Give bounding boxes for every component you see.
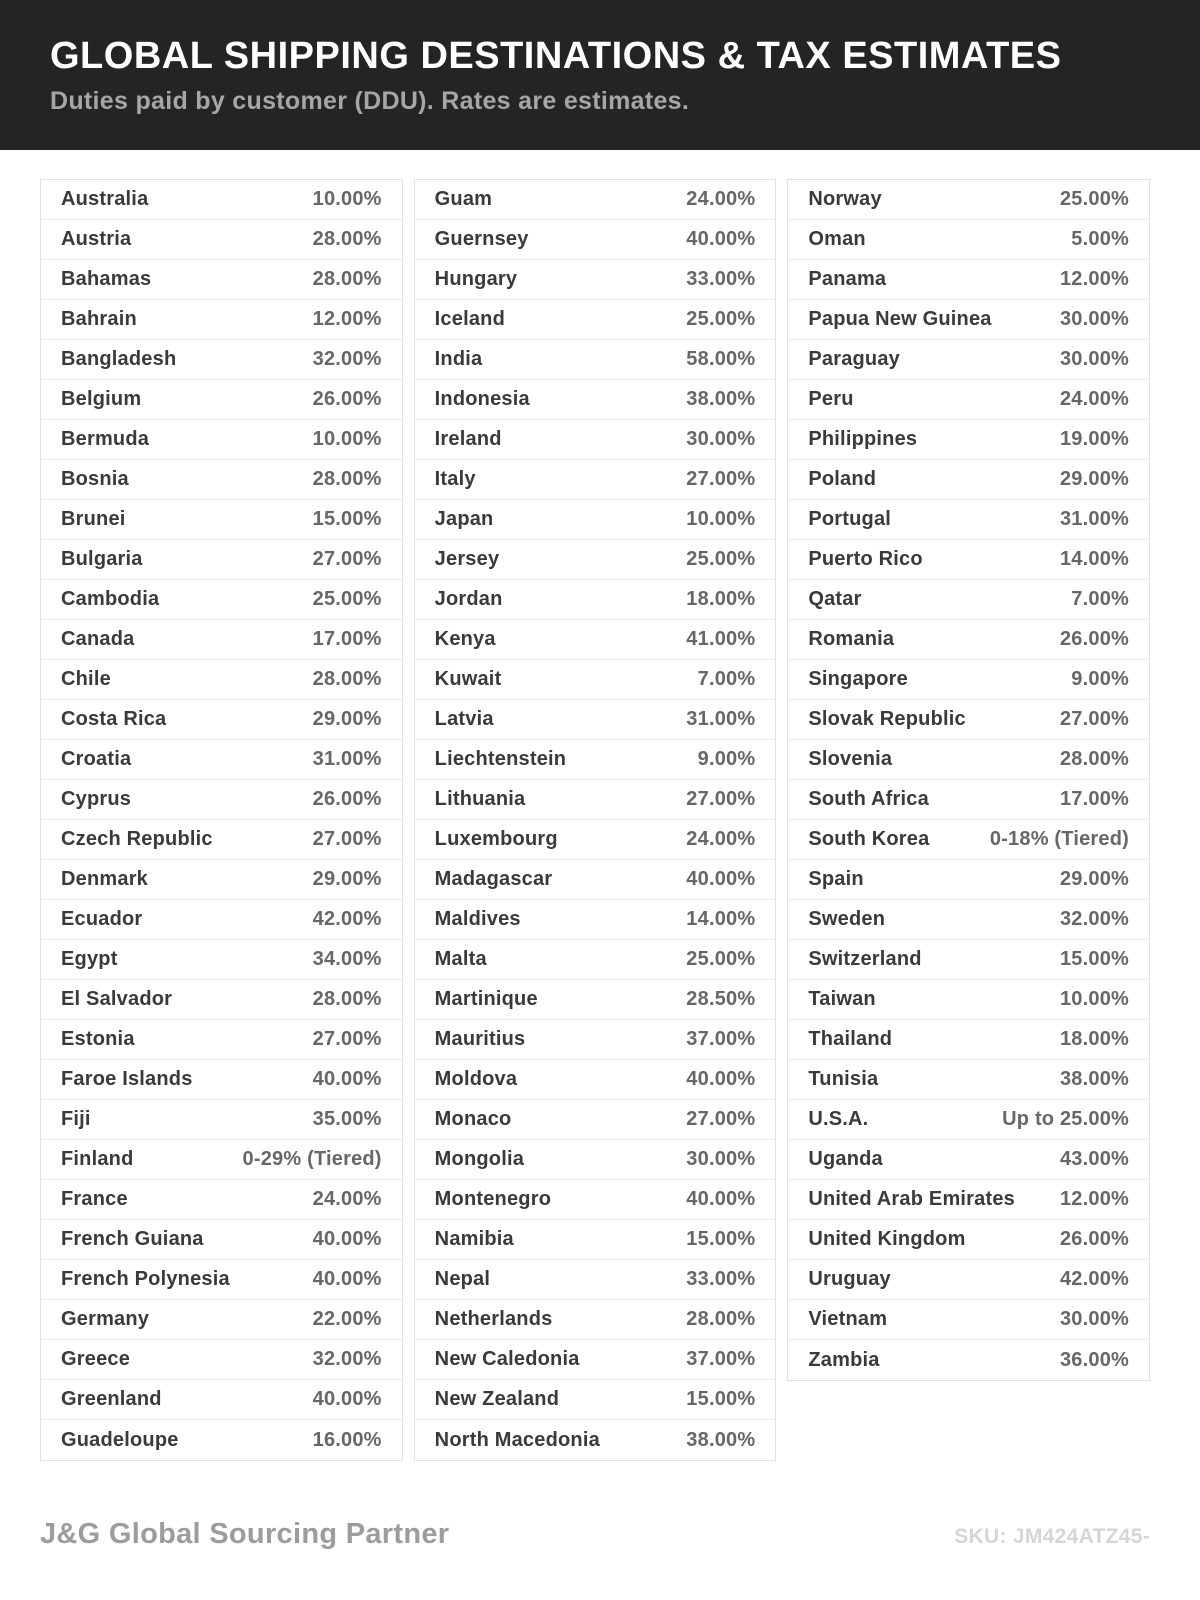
country-name: Brunei <box>61 508 126 530</box>
table-row <box>41 860 402 900</box>
table-row <box>415 700 776 740</box>
rates-column-2 <box>414 179 777 1461</box>
sku-label: SKU: JM424ATZ45- <box>954 1525 1150 1548</box>
tax-rate: 24.00% <box>686 828 756 850</box>
table-row <box>415 1140 776 1180</box>
table-row <box>415 1300 776 1340</box>
table-row <box>41 460 402 500</box>
tax-rate: 31.00% <box>312 748 382 770</box>
country-name: Estonia <box>61 1028 135 1050</box>
country-name: Netherlands <box>434 1308 553 1330</box>
table-row <box>415 580 776 620</box>
tax-rate: 15.00% <box>312 508 382 530</box>
tax-rate: 10.00% <box>312 188 382 210</box>
country-name: Bermuda <box>61 428 150 450</box>
tax-rate: 28.50% <box>686 988 756 1010</box>
tax-rate: 38.00% <box>686 388 756 410</box>
tax-rate: 7.00% <box>1071 588 1130 610</box>
tax-rate: 30.00% <box>1059 308 1130 330</box>
table-row <box>415 380 776 420</box>
country-name: Faroe Islands <box>61 1068 193 1090</box>
country-name: Denmark <box>61 868 148 890</box>
table-row <box>415 980 776 1020</box>
table-row <box>41 1060 402 1100</box>
country-name: South Africa <box>808 788 929 810</box>
tax-rate: 40.00% <box>686 228 756 250</box>
table-row <box>41 1180 402 1220</box>
country-name: Romania <box>808 628 895 650</box>
page-subtitle: Duties paid by customer (DDU). Rates are estimates. <box>50 86 690 115</box>
country-name: Philippines <box>808 428 918 450</box>
country-name: Fiji <box>61 1108 91 1130</box>
table-row <box>415 860 776 900</box>
table-row <box>788 580 1149 620</box>
tax-rate: 5.00% <box>1071 228 1130 250</box>
table-row <box>41 220 402 260</box>
tax-rate: 30.00% <box>1059 1308 1130 1330</box>
brand-name: J&G Global Sourcing Partner <box>40 1518 450 1550</box>
tax-rate: 33.00% <box>686 268 756 290</box>
tax-rate: 42.00% <box>1059 1268 1130 1290</box>
country-name: Egypt <box>61 948 118 970</box>
tax-rate: 36.00% <box>1059 1348 1130 1371</box>
table-row <box>788 700 1149 740</box>
country-name: Spain <box>808 868 864 890</box>
table-row <box>41 1420 402 1460</box>
country-name: Australia <box>61 188 149 210</box>
country-name: Liechtenstein <box>434 748 567 770</box>
country-name: Bosnia <box>61 468 129 490</box>
country-name: Nepal <box>434 1268 491 1290</box>
country-name: Moldova <box>434 1068 518 1090</box>
country-name: Hungary <box>434 268 518 290</box>
tax-rate: 18.00% <box>686 588 756 610</box>
tax-rate: 15.00% <box>1059 948 1130 970</box>
country-name: Bahamas <box>61 268 152 290</box>
tax-rate: 43.00% <box>1059 1148 1130 1170</box>
table-row <box>788 540 1149 580</box>
table-row <box>415 1220 776 1260</box>
tax-rate: 26.00% <box>1059 1228 1130 1250</box>
country-name: Cambodia <box>61 588 160 610</box>
tax-rate: 29.00% <box>312 868 382 890</box>
country-name: Namibia <box>434 1228 514 1250</box>
table-row <box>41 420 402 460</box>
tax-rate: 35.00% <box>312 1108 382 1130</box>
table-row <box>788 1180 1149 1220</box>
country-name: Kuwait <box>434 668 502 690</box>
tax-rate: 16.00% <box>312 1428 382 1451</box>
table-row <box>788 260 1149 300</box>
tax-rate: 25.00% <box>686 308 756 330</box>
tax-rate: 27.00% <box>686 788 756 810</box>
country-name: Bahrain <box>61 308 137 330</box>
country-name: Germany <box>61 1308 150 1330</box>
table-row <box>415 1380 776 1420</box>
country-name: Oman <box>808 228 866 250</box>
country-name: United Arab Emirates <box>808 1188 1015 1210</box>
tax-rate: 29.00% <box>1059 468 1130 490</box>
table-row <box>788 1340 1149 1380</box>
tax-rate: 9.00% <box>697 748 756 770</box>
country-name: Uruguay <box>808 1268 891 1290</box>
country-name: Austria <box>61 228 132 250</box>
country-name: Belgium <box>61 388 142 410</box>
country-name: Madagascar <box>434 868 553 890</box>
tax-rate: 10.00% <box>1059 988 1130 1010</box>
country-name: Norway <box>808 188 882 210</box>
country-name: Paraguay <box>808 348 900 370</box>
country-name: Iceland <box>434 308 505 330</box>
tax-rate: 12.00% <box>1059 1188 1130 1210</box>
country-name: Canada <box>61 628 135 650</box>
tax-rate: 17.00% <box>1059 788 1130 810</box>
country-name: Malta <box>434 948 487 970</box>
tax-rate: 32.00% <box>312 1348 382 1370</box>
tax-rate: 40.00% <box>312 1268 382 1290</box>
country-name: El Salvador <box>61 988 173 1010</box>
country-name: Guadeloupe <box>61 1428 179 1451</box>
table-row <box>415 260 776 300</box>
country-name: Slovenia <box>808 748 893 770</box>
country-name: Poland <box>808 468 877 490</box>
tax-rate: 24.00% <box>1059 388 1130 410</box>
table-row <box>41 380 402 420</box>
tax-rate: 27.00% <box>312 1028 382 1050</box>
table-row <box>415 1420 776 1460</box>
tax-rate: 58.00% <box>686 348 756 370</box>
country-name: Maldives <box>434 908 521 930</box>
table-row <box>788 1140 1149 1180</box>
country-name: South Korea <box>808 828 930 850</box>
rates-column-3 <box>787 179 1150 1381</box>
country-name: Vietnam <box>808 1308 888 1330</box>
table-row <box>788 180 1149 220</box>
table-row <box>788 220 1149 260</box>
table-row <box>415 1020 776 1060</box>
tax-rate: 29.00% <box>1059 868 1130 890</box>
tax-rate: 31.00% <box>1059 508 1130 530</box>
tax-rate: 28.00% <box>312 268 382 290</box>
country-name: Qatar <box>808 588 862 610</box>
tax-rate: 10.00% <box>686 508 756 530</box>
tax-rate: 40.00% <box>686 868 756 890</box>
country-name: Guam <box>434 188 493 210</box>
tax-rate: 30.00% <box>686 428 756 450</box>
footer <box>40 1518 1150 1551</box>
table-row <box>415 180 776 220</box>
tax-rate: 32.00% <box>312 348 382 370</box>
tax-rate: 22.00% <box>312 1308 382 1330</box>
table-row <box>788 460 1149 500</box>
tax-rate: 28.00% <box>686 1308 756 1330</box>
country-name: Lithuania <box>434 788 526 810</box>
table-row <box>41 740 402 780</box>
rates-column-1 <box>40 179 403 1461</box>
tax-rate: 32.00% <box>1059 908 1130 930</box>
tax-rate: 10.00% <box>312 428 382 450</box>
country-name: Slovak Republic <box>808 708 966 730</box>
country-name: Cyprus <box>61 788 132 810</box>
country-name: Taiwan <box>808 988 876 1010</box>
country-name: Thailand <box>808 1028 893 1050</box>
tax-rate: 17.00% <box>312 628 382 650</box>
table-row <box>41 260 402 300</box>
table-row <box>415 820 776 860</box>
table-row <box>415 1340 776 1380</box>
table-row <box>41 820 402 860</box>
table-row <box>415 1060 776 1100</box>
country-name: Jersey <box>434 548 500 570</box>
tax-rate: 31.00% <box>686 708 756 730</box>
table-row <box>788 860 1149 900</box>
country-name: Kenya <box>434 628 496 650</box>
tax-rate: 25.00% <box>686 548 756 570</box>
table-row <box>41 1140 402 1180</box>
country-name: Tunisia <box>808 1068 879 1090</box>
table-row <box>415 1180 776 1220</box>
table-row <box>788 420 1149 460</box>
country-name: Bulgaria <box>61 548 143 570</box>
table-row <box>41 180 402 220</box>
country-name: Switzerland <box>808 948 922 970</box>
tax-rate: 14.00% <box>686 908 756 930</box>
table-row <box>41 340 402 380</box>
country-name: Indonesia <box>434 388 530 410</box>
country-name: Czech Republic <box>61 828 213 850</box>
country-name: Uganda <box>808 1148 883 1170</box>
table-row <box>788 340 1149 380</box>
country-name: French Guiana <box>61 1228 204 1250</box>
table-row <box>788 980 1149 1020</box>
country-name: Ecuador <box>61 908 143 930</box>
tax-rate: 15.00% <box>686 1388 756 1410</box>
table-row <box>41 780 402 820</box>
country-name: Monaco <box>434 1108 512 1130</box>
table-row <box>788 300 1149 340</box>
tax-rate: 25.00% <box>686 948 756 970</box>
country-name: Greenland <box>61 1388 162 1410</box>
tax-rate: 24.00% <box>312 1188 382 1210</box>
table-row <box>788 1220 1149 1260</box>
country-name: France <box>61 1188 128 1210</box>
country-name: Puerto Rico <box>808 548 923 570</box>
table-row <box>415 460 776 500</box>
table-row <box>415 620 776 660</box>
tax-rate: 14.00% <box>1059 548 1130 570</box>
table-row <box>415 940 776 980</box>
tax-rate: 40.00% <box>312 1388 382 1410</box>
country-name: Jordan <box>434 588 503 610</box>
country-name: Finland <box>61 1148 134 1170</box>
table-row <box>41 980 402 1020</box>
tax-rate: 38.00% <box>1059 1068 1130 1090</box>
tax-rate: 27.00% <box>686 468 756 490</box>
table-row <box>788 660 1149 700</box>
country-name: Papua New Guinea <box>808 308 992 330</box>
table-row <box>41 900 402 940</box>
tax-rate: 40.00% <box>686 1188 756 1210</box>
country-name: Ireland <box>434 428 502 450</box>
table-row <box>788 1300 1149 1340</box>
country-name: Panama <box>808 268 887 290</box>
tax-rate: 27.00% <box>312 828 382 850</box>
country-name: Singapore <box>808 668 908 690</box>
table-row <box>41 540 402 580</box>
tax-rate: 28.00% <box>312 228 382 250</box>
table-row <box>415 300 776 340</box>
tax-rate: 27.00% <box>1059 708 1130 730</box>
country-name: New Caledonia <box>434 1348 580 1370</box>
table-row <box>41 1300 402 1340</box>
country-name: Luxembourg <box>434 828 558 850</box>
tax-rate: 28.00% <box>312 988 382 1010</box>
country-name: Chile <box>61 668 111 690</box>
country-name: Croatia <box>61 748 132 770</box>
tax-rate: 7.00% <box>697 668 756 690</box>
tax-rate: 26.00% <box>1059 628 1130 650</box>
table-row <box>415 340 776 380</box>
table-row <box>788 1100 1149 1140</box>
table-row <box>788 620 1149 660</box>
tax-rate: 30.00% <box>1059 348 1130 370</box>
page-title: GLOBAL SHIPPING DESTINATIONS & TAX ESTIMATES <box>50 34 1062 77</box>
country-name: Sweden <box>808 908 886 930</box>
country-name: Greece <box>61 1348 131 1370</box>
country-name: Martinique <box>434 988 538 1010</box>
tax-rate: 28.00% <box>312 668 382 690</box>
country-name: North Macedonia <box>434 1428 600 1451</box>
tax-rate: 40.00% <box>312 1068 382 1090</box>
table-row <box>788 1060 1149 1100</box>
country-name: Italy <box>434 468 476 490</box>
table-row <box>41 940 402 980</box>
tax-rate: 18.00% <box>1059 1028 1130 1050</box>
tax-rate: 26.00% <box>312 388 382 410</box>
table-row <box>788 940 1149 980</box>
tax-rate: 25.00% <box>312 588 382 610</box>
tax-rate: 12.00% <box>1059 268 1130 290</box>
country-name: Japan <box>434 508 494 530</box>
tax-rate: 28.00% <box>1059 748 1130 770</box>
table-row <box>415 660 776 700</box>
table-row <box>41 1260 402 1300</box>
table-row <box>788 380 1149 420</box>
table-row <box>415 420 776 460</box>
tax-rate: 40.00% <box>686 1068 756 1090</box>
rates-table <box>40 179 1150 1461</box>
table-row <box>415 780 776 820</box>
table-row <box>41 660 402 700</box>
table-row <box>788 500 1149 540</box>
tax-rate: 0-29% (Tiered) <box>242 1148 382 1170</box>
tax-rate: 27.00% <box>686 1108 756 1130</box>
table-row <box>41 580 402 620</box>
country-name: India <box>434 348 483 370</box>
tax-rate: 15.00% <box>686 1228 756 1250</box>
table-row <box>788 780 1149 820</box>
country-name: Mauritius <box>434 1028 526 1050</box>
table-row <box>415 900 776 940</box>
tax-rate: 26.00% <box>312 788 382 810</box>
tax-rate: 37.00% <box>686 1028 756 1050</box>
tax-rate: Up to 25.00% <box>1002 1108 1130 1130</box>
table-row <box>415 740 776 780</box>
country-name: French Polynesia <box>61 1268 230 1290</box>
country-name: Peru <box>808 388 854 410</box>
table-row <box>788 1020 1149 1060</box>
country-name: United Kingdom <box>808 1228 966 1250</box>
country-name: Mongolia <box>434 1148 525 1170</box>
table-row <box>41 1340 402 1380</box>
country-name: Guernsey <box>434 228 529 250</box>
table-row <box>41 1380 402 1420</box>
country-name: New Zealand <box>434 1388 560 1410</box>
table-row <box>41 700 402 740</box>
table-row <box>41 300 402 340</box>
tax-rate: 24.00% <box>686 188 756 210</box>
table-row <box>41 1220 402 1260</box>
table-row <box>788 820 1149 860</box>
table-row <box>41 620 402 660</box>
tax-rate: 29.00% <box>312 708 382 730</box>
tax-rate: 40.00% <box>312 1228 382 1250</box>
tax-rate: 27.00% <box>312 548 382 570</box>
table-row <box>415 1260 776 1300</box>
tax-rate: 37.00% <box>686 1348 756 1370</box>
tax-rate: 9.00% <box>1071 668 1130 690</box>
tax-rate: 42.00% <box>312 908 382 930</box>
table-row <box>415 540 776 580</box>
tax-rate: 25.00% <box>1059 188 1130 210</box>
country-name: Portugal <box>808 508 892 530</box>
table-row <box>788 1260 1149 1300</box>
tax-rate: 30.00% <box>686 1148 756 1170</box>
country-name: U.S.A. <box>808 1108 869 1130</box>
tax-rate: 38.00% <box>686 1428 756 1451</box>
table-row <box>41 500 402 540</box>
country-name: Costa Rica <box>61 708 167 730</box>
tax-rate: 0-18% (Tiered) <box>989 828 1130 850</box>
table-row <box>415 220 776 260</box>
tax-rate: 41.00% <box>686 628 756 650</box>
table-row <box>788 740 1149 780</box>
country-name: Zambia <box>808 1348 880 1371</box>
table-row <box>415 500 776 540</box>
tax-rate: 34.00% <box>312 948 382 970</box>
header-banner <box>0 0 1200 150</box>
table-row <box>415 1100 776 1140</box>
table-row <box>41 1020 402 1060</box>
tax-rate: 28.00% <box>312 468 382 490</box>
tax-rate: 19.00% <box>1059 428 1130 450</box>
country-name: Latvia <box>434 708 494 730</box>
country-name: Montenegro <box>434 1188 552 1210</box>
table-row <box>788 900 1149 940</box>
tax-rate: 33.00% <box>686 1268 756 1290</box>
country-name: Bangladesh <box>61 348 177 370</box>
tax-rate: 12.00% <box>312 308 382 330</box>
table-row <box>41 1100 402 1140</box>
